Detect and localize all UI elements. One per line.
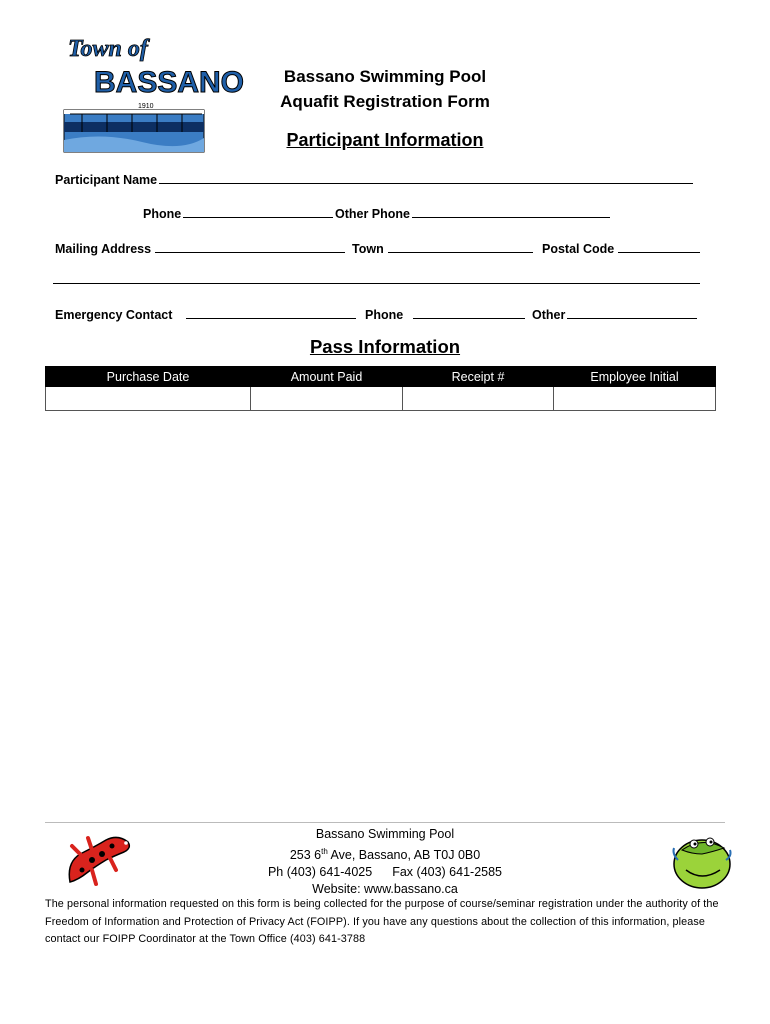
logo-year-text: 1910: [138, 103, 154, 110]
form-title-line2: Aquafit Registration Form: [280, 92, 490, 111]
footer-street-rest: Ave, Bassano, AB T0J 0B0: [327, 848, 481, 863]
salamander-icon: [62, 830, 137, 890]
footer-phone: Ph (403) 641-4025: [267, 865, 373, 880]
pass-section-title: Pass Information: [309, 336, 461, 357]
receipt-header: Receipt #: [403, 367, 554, 387]
alligator-icon: [668, 830, 734, 892]
employee-initial-header: Employee Initial: [554, 367, 716, 387]
footer-fax: Fax (403) 641-2585: [392, 865, 503, 880]
logo-bassano-text: BASSANO: [94, 66, 245, 99]
privacy-notice: The personal information requested on this form is being collected for the purpose of course/seminar registration under the authority of the Freedom of Information and Protection of Privacy Act (FOIPP). If you have any questions about the collection of this information, please contact our FOIPP Coordinator at the Town Office (403) 641-3788: [45, 898, 719, 945]
postal-code-label: Postal Code: [542, 242, 615, 256]
phone-blank[interactable]: [183, 205, 333, 218]
address-continuation-line[interactable]: [53, 283, 700, 284]
mailing-address-blank[interactable]: [155, 240, 345, 253]
participant-name-blank[interactable]: [159, 171, 693, 184]
town-label: Town: [352, 242, 384, 256]
postal-code-blank[interactable]: [618, 240, 700, 253]
emergency-contact-blank[interactable]: [186, 306, 356, 319]
pass-table: [45, 366, 716, 411]
footer-street-suffix: th: [321, 847, 328, 856]
footer-contact-line: [230, 864, 540, 881]
footer-divider: [45, 822, 725, 823]
footer-pool-name: Bassano Swimming Pool: [315, 827, 455, 841]
emergency-other-label: Other: [532, 308, 566, 322]
phone-label: Phone: [143, 207, 182, 221]
purchase-date-header: Purchase Date: [46, 367, 251, 387]
participant-name-label: Participant Name: [55, 173, 158, 187]
emergency-other-field[interactable]: [532, 306, 697, 322]
postal-code-field[interactable]: [542, 240, 700, 256]
logo-town-of-text: Town of: [68, 36, 148, 62]
phone-field[interactable]: [143, 205, 333, 221]
mailing-address-label: Mailing Address: [55, 242, 152, 256]
other-phone-label: Other Phone: [335, 207, 411, 221]
mailing-address-field[interactable]: [55, 240, 345, 256]
emergency-contact-label: Emergency Contact: [55, 308, 173, 322]
participant-section-title: Participant Information: [286, 130, 484, 150]
employee-initial-cell[interactable]: [554, 387, 716, 411]
amount-paid-cell[interactable]: [251, 387, 403, 411]
town-blank[interactable]: [388, 240, 533, 253]
pass-table-header: [46, 367, 716, 387]
footer-street: [230, 843, 540, 864]
receipt-cell[interactable]: [403, 387, 554, 411]
footer-street-number: 253 6: [289, 848, 322, 863]
town-logo: [62, 32, 245, 154]
purchase-date-cell[interactable]: [46, 387, 251, 411]
amount-paid-header: Amount Paid: [251, 367, 403, 387]
emergency-contact-field[interactable]: [55, 306, 356, 322]
footer-address-block: [230, 826, 540, 898]
other-phone-field[interactable]: [335, 205, 610, 221]
form-title-line1: Bassano Swimming Pool: [283, 67, 487, 86]
other-phone-blank[interactable]: [412, 205, 610, 218]
emergency-phone-field[interactable]: [365, 306, 525, 322]
town-field[interactable]: [352, 240, 533, 256]
footer-website[interactable]: Website: www.bassano.ca: [312, 882, 458, 897]
emergency-phone-label: Phone: [365, 308, 404, 322]
emergency-phone-blank[interactable]: [413, 306, 525, 319]
emergency-other-blank[interactable]: [567, 306, 697, 319]
participant-name-field[interactable]: [55, 171, 693, 187]
table-row: [46, 387, 716, 411]
